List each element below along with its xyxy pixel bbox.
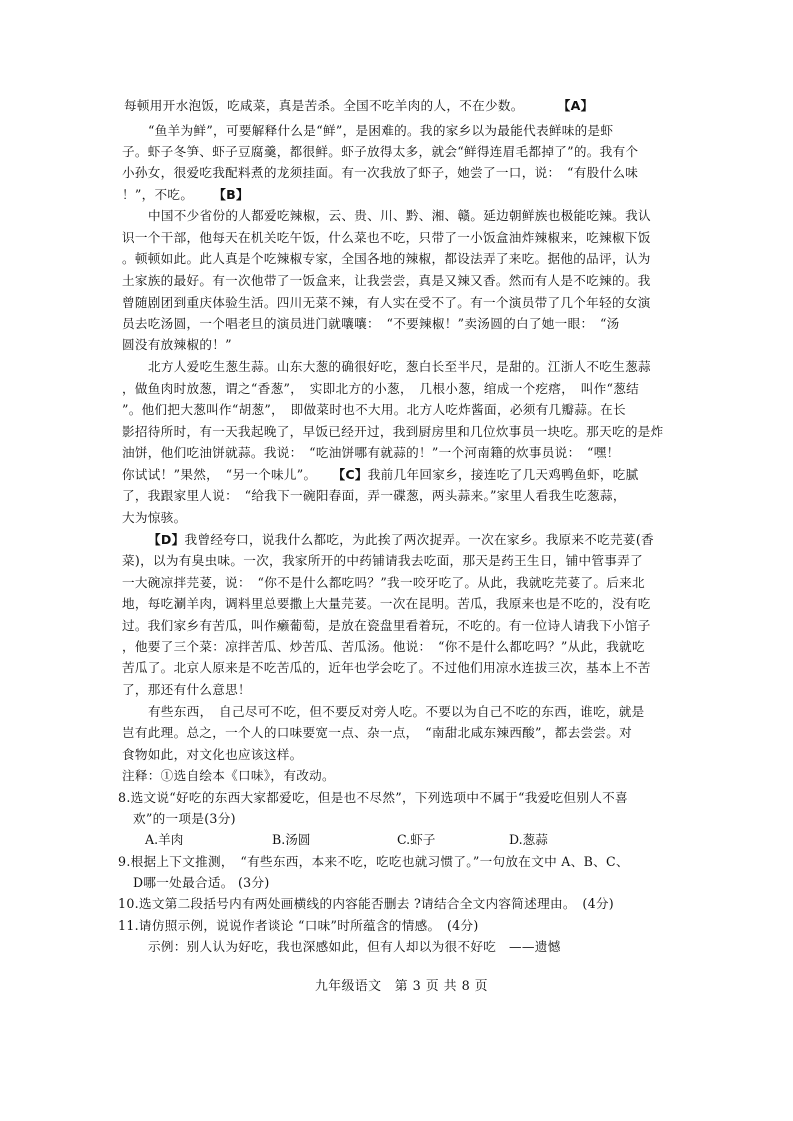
passage-line: 地，每吃涮羊肉，调料里总要撒上大量芫荽。一次在昆明。苦瓜，我原来也是不吃的，没有吃 <box>122 596 651 611</box>
option-d[interactable]: D.葱蒜 <box>509 832 548 847</box>
marker-c: 【C】 <box>332 467 368 482</box>
passage-line: 小孙女，很爱吃我配料煮的龙须挂面。有一次我放了虾子，她尝了一口，说： “有股什么味 <box>122 165 639 180</box>
passage-line: 识一个干部，他每天在机关吃午饭，什么菜也不吃，只带了一小饭盒油炸辣椒来，吃辣椒下饭 <box>122 230 651 245</box>
passage-line: 北方人爱吃生葱生蒜。山东大葱的确很好吃，葱白长至半尺，是甜的。江浙人不吃生葱蒜 <box>148 359 651 374</box>
passage-line: 岂有此理。总之，一个人的口味要宽一点、杂一点， “南甜北咸东辣西酸”，都去尝尝。对 <box>122 725 633 740</box>
passage-line: 食物如此，对文化也应该这样。 <box>122 747 303 762</box>
passage-line: “鱼羊为鲜”，可要解释什么是“鲜”，是困难的。我的家乡以为最能代表鲜味的是虾 <box>148 123 614 138</box>
question-11-example: 示例：别人认为好吃，我也深感如此，但有人却以为很不好吃 ——遗憾 <box>148 939 561 954</box>
marker-b: 【B】 <box>213 187 249 202</box>
passage-line: 土家族的最好。有一次他带了一饭盒来，让我尝尝，真是又辣又香。然而有人是不吃辣的。我 <box>122 273 651 288</box>
question-8: 8.选文说“好吃的东西大家都爱吃，但是也不尽然”，下列选项中不属于“我爱吃但别人不喜 <box>118 790 628 805</box>
passage-text: 你试试！”果然， “另一个味儿”。 <box>122 467 317 482</box>
option-c[interactable]: C.虾子 <box>397 832 436 847</box>
passage-line: 圆没有放辣椒的！” <box>122 337 232 352</box>
question-8-cont: 欢”的一项是(3分) <box>133 811 236 826</box>
passage-line: 有些东西， 自己尽可不吃，但不要反对旁人吃。不要以为自己不吃的东西，谁吃，就是 <box>148 704 645 719</box>
passage-line <box>122 466 639 484</box>
passage-line: 曾随剧团到重庆体验生活。四川无菜不辣，有人实在受不了。有一个演员带了几个年轻的女演 <box>122 295 651 310</box>
question-11: 11.请仿照示例，说说作者谈论 “口味”时所蕴含的情感。 (4分) <box>118 918 479 933</box>
option-b[interactable]: B.汤圆 <box>272 832 311 847</box>
passage-line: 了，我跟家里人说： “给我下一碗阳春面，弄一碟葱，两头蒜来。”家里人看我生吃葱蒜， <box>122 488 626 503</box>
passage-line: 了，那还有什么意思！ <box>122 682 251 697</box>
passage-line: ，他要了三个菜：凉拌苦瓜、炒苦瓜、苦瓜汤。他说： “你不是什么都吃吗？”从此，我就吃 <box>122 639 645 654</box>
passage-line: 菜)，以为有臭虫味。一次，我家所开的中药铺请我去吃面，那天是药王生日，铺中管事弄了 <box>122 553 643 568</box>
question-10: 10.选文第二段括号内有两处画横线的内容能否删去 ?请结合全文内容简述理由。 (4分) <box>118 896 615 911</box>
passage-line: 中国不少省份的人都爱吃辣椒，云、贵、川、黔、湘、赣。延边朝鲜族也极能吃辣。我认 <box>148 208 651 223</box>
marker-a: 【A】 <box>557 98 594 113</box>
passage-line: 大为惊骇。 <box>122 510 187 525</box>
annotation-note: 注释：①选自绘本《口味》，有改动。 <box>122 768 335 783</box>
question-9: 9.根据上下文推测， “有些东西，本来不吃，吃吃也就习惯了。”一句放在文中 A、B、C、 <box>118 854 629 869</box>
passage-line: 子。虾子冬笋、虾子豆腐羹，都很鲜。虾子放得太多，就会“鲜得连眉毛都掉了”的。我有个 <box>122 144 639 159</box>
passage-line: 影招待所时，有一天我起晚了，早饭已经开过，我到厨房里和几位炊事员一块吃。那天吃的是炸 <box>122 424 664 439</box>
passage-line: 油饼，他们吃油饼就蒜。我说： “吃油饼哪有就蒜的！”一个河南籍的炊事员说： “嘿！ <box>122 445 620 460</box>
passage-line: ，做鱼肉时放葱，谓之“香葱”， 实即北方的小葱， 几根小葱，绾成一个疙瘩， 叫作“葱结 <box>122 381 640 396</box>
marker-d: 【D】 <box>148 532 185 547</box>
passage-line: 。顿顿如此。此人真是个吃辣椒专家，全国各地的辣椒，都设法弄了来吃。据他的品评，认为 <box>122 251 651 266</box>
passage-text: 我曾经夸口，说我什么都吃，为此挨了两次捉弄。一次在家乡。我原来不吃芫荽(香 <box>184 532 654 547</box>
passage-line: 过。我们家乡有苦瓜，叫作癞葡萄，是放在瓷盘里看着玩，不吃的。有一位诗人请我下小馆子 <box>122 618 651 633</box>
question-9-cont: D哪一处最合适。 (3分) <box>133 875 270 890</box>
option-a[interactable]: A.羊肉 <box>145 832 184 847</box>
passage-line: ”。他们把大葱叫作“胡葱”， 即做菜时也不大用。北方人吃炸酱面，必须有几瓣蒜。在长 <box>122 402 626 417</box>
passage-line: 苦瓜了。北京人原来是不吃苦瓜的，近年也学会吃了。不过他们用凉水连拔三次，基本上不苦 <box>122 660 651 675</box>
passage-line <box>122 186 249 204</box>
passage-line: 一大碗凉拌芫荽，说： “你不是什么都吃吗？”我一咬牙吃了。从此，我就吃芫荽了。后来北 <box>122 575 645 590</box>
passage-line <box>124 97 594 115</box>
passage-text: 我前几年回家乡，接连吃了几天鸡鸭鱼虾，吃腻 <box>367 467 639 482</box>
passage-line: 员去吃汤圆，一个唱老旦的演员进门就嚷嚷： “不要辣椒！”卖汤圆的白了她一眼： “汤 <box>122 316 620 331</box>
passage-text: 每顿用开水泡饭，吃咸菜，真是苦杀。全国不吃羊肉的人，不在少数。 <box>124 98 524 113</box>
page-footer: 九年级语文 第 3 页 共 8 页 <box>315 979 489 994</box>
passage-text: ！”，不吃。 <box>122 187 194 202</box>
passage-line <box>148 531 654 549</box>
